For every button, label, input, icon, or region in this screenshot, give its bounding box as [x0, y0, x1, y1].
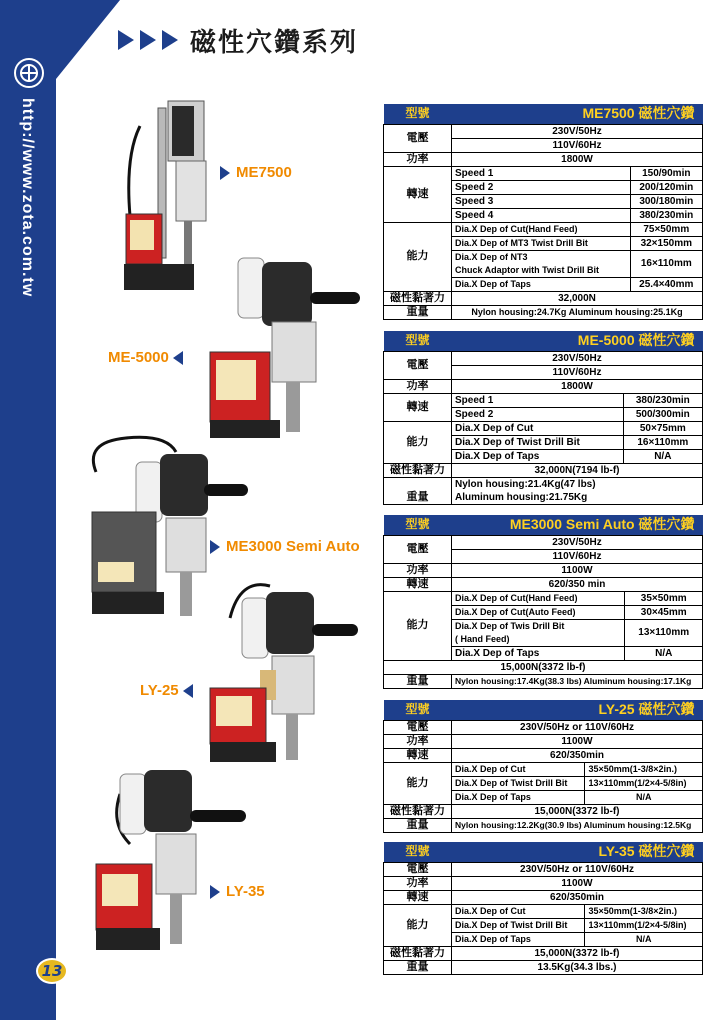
table-header — [384, 700, 703, 720]
capacity-value: 35×50mm — [625, 591, 703, 605]
capacity-name: Dia.X Dep of Twist Drill Bit — [452, 776, 585, 790]
capacity-name: Dia.X Dep of Taps — [452, 277, 631, 291]
magnet-label: 磁性黏著力 — [384, 291, 452, 305]
capacity-value: 16×110mm — [623, 435, 702, 449]
voltage-value: 230V/50Hz or 110V/60Hz — [452, 862, 703, 876]
table-header — [384, 331, 703, 351]
capacity-name: Dia.X Dep of Twist Drill Bit — [452, 918, 585, 932]
magnet-label: 磁性黏著力 — [384, 463, 452, 477]
capacity-value: N/A — [585, 790, 703, 804]
spec-table-me5000 — [383, 331, 703, 505]
magnet-value: 15,000N(3372 lb-f) — [452, 804, 703, 818]
arrow-left-icon — [183, 684, 193, 698]
speed-value: 380/230min — [623, 393, 702, 407]
weight-label: 重量 — [384, 960, 452, 974]
spec-table-me3000 — [383, 515, 703, 689]
arrow-right-icon — [210, 540, 220, 554]
arrow-right-icon — [210, 885, 220, 899]
spec-table-ly25 — [383, 700, 703, 833]
speed-value: 620/350min — [452, 748, 703, 762]
capacity-value: N/A — [625, 646, 703, 660]
capacity-label: 能力 — [384, 421, 452, 463]
arrow-left-icon — [173, 351, 183, 365]
speed-label: 轉速 — [384, 890, 452, 904]
speed-name: Speed 3 — [452, 194, 631, 208]
voltage-label: 電壓 — [384, 351, 452, 379]
power-value: 1100W — [452, 876, 703, 890]
triangle-icon — [118, 30, 134, 50]
weight-label: 重量 — [384, 305, 452, 319]
model-title: ME-5000 磁性穴鑽 — [452, 331, 703, 351]
capacity-name: Dia.X Dep of Cut(Hand Feed) — [452, 591, 625, 605]
capacity-value: 25.4×40mm — [630, 277, 702, 291]
me5000-drill-image — [198, 252, 368, 442]
website-url[interactable]: http://www.zota.com.tw — [19, 98, 36, 298]
ly35-drill-image — [90, 764, 260, 954]
speed-value: 200/120min — [630, 180, 702, 194]
capacity-value: 35×50mm(1-3/8×2in.) — [585, 762, 703, 776]
model-title: LY-25 磁性穴鑽 — [452, 700, 703, 720]
capacity-name: Dia.X Dep of Taps — [452, 932, 585, 946]
capacity-value: 13×110mm — [625, 619, 703, 646]
capacity-value: 50×75mm — [623, 421, 702, 435]
capacity-name: Dia.X Dep of Taps — [452, 790, 585, 804]
capacity-label: 能力 — [384, 222, 452, 291]
product-label-me5000: ME-5000 — [108, 349, 183, 366]
capacity-value: N/A — [585, 932, 703, 946]
capacity-label: 能力 — [384, 904, 452, 946]
power-label: 功率 — [384, 563, 452, 577]
weight-value: Nylon housing:17.4Kg(38.3 lbs) Aluminum housing:17.1Kg — [452, 674, 703, 688]
capacity-value: 30×45mm — [625, 605, 703, 619]
model-label: 型號 — [384, 515, 452, 535]
model-label: 型號 — [384, 700, 452, 720]
capacity-name: Dia.X Dep of Cut(Hand Feed) — [452, 222, 631, 236]
speed-name: Speed 4 — [452, 208, 631, 222]
speed-value: 300/180min — [630, 194, 702, 208]
capacity-name: Dia.X Dep of Cut — [452, 421, 624, 435]
weight-value: 13.5Kg(34.3 lbs.) — [452, 960, 703, 974]
model-label: 型號 — [384, 104, 452, 124]
page-header — [118, 20, 358, 60]
weight-label: 重量 — [384, 477, 452, 504]
model-title: ME7500 磁性穴鑽 — [452, 104, 703, 124]
power-value: 1100W — [452, 734, 703, 748]
magnet-label: 磁性黏著力 — [384, 946, 452, 960]
capacity-name: Dia.X Dep of Cut — [452, 904, 585, 918]
arrow-right-icon — [220, 166, 230, 180]
speed-name: Speed 1 — [452, 393, 624, 407]
speed-value: 500/300min — [623, 407, 702, 421]
magnet-value: 32,000N — [452, 291, 703, 305]
voltage-label: 電壓 — [384, 862, 452, 876]
product-label-ly25: LY-25 — [140, 682, 193, 699]
voltage-value: 230V/50Hz — [452, 351, 703, 365]
table-header — [384, 104, 703, 124]
model-title: ME3000 Semi Auto 磁性穴鑽 — [452, 515, 703, 535]
table-header — [384, 842, 703, 862]
capacity-name: Dia.X Dep of MT3 Twist Drill Bit — [452, 236, 631, 250]
speed-label: 轉速 — [384, 166, 452, 222]
voltage-value: 110V/60Hz — [452, 138, 703, 152]
capacity-name: Dia.X Dep of Cut — [452, 762, 585, 776]
model-label: 型號 — [384, 331, 452, 351]
power-label: 功率 — [384, 379, 452, 393]
capacity-value: 16×110mm — [630, 250, 702, 277]
triangle-icon — [140, 30, 156, 50]
magnet-value: 15,000N(3372 lb-f) — [384, 660, 703, 674]
speed-label: 轉速 — [384, 577, 452, 591]
product-label-me3000: ME3000 Semi Auto — [210, 538, 360, 555]
voltage-value: 230V/50Hz or 110V/60Hz — [452, 720, 703, 734]
capacity-name: Dia.X Dep of Cut(Auto Feed) — [452, 605, 625, 619]
voltage-value: 230V/50Hz — [452, 535, 703, 549]
speed-value: 620/350 min — [452, 577, 703, 591]
speed-value: 380/230min — [630, 208, 702, 222]
power-value: 1800W — [452, 152, 703, 166]
speed-label: 轉速 — [384, 393, 452, 421]
voltage-label: 電壓 — [384, 535, 452, 563]
capacity-value: 35×50mm(1-3/8×2in.) — [585, 904, 703, 918]
spec-table-ly35 — [383, 842, 703, 975]
ly25-drill-image — [200, 578, 370, 768]
model-title: LY-35 磁性穴鑽 — [452, 842, 703, 862]
magnet-value: 32,000N(7194 lb-f) — [452, 463, 703, 477]
capacity-value: 75×50mm — [630, 222, 702, 236]
weight-label: 重量 — [384, 818, 452, 832]
weight-value: Nylon housing:21.4Kg(47 lbs) Aluminum housing:21.75Kg — [452, 477, 703, 504]
capacity-name: Dia.X Dep of Twis Drill Bit ( Hand Feed) — [452, 619, 625, 646]
capacity-label: 能力 — [384, 591, 452, 660]
weight-value: Nylon housing:12.2Kg(30.9 lbs) Aluminum housing:12.5Kg — [452, 818, 703, 832]
weight-value: Nylon housing:24.7Kg Aluminum housing:25.1Kg — [452, 305, 703, 319]
product-label-me7500: ME7500 — [220, 164, 292, 181]
power-value: 1800W — [452, 379, 703, 393]
company-logo-icon — [14, 58, 44, 88]
voltage-value: 230V/50Hz — [452, 124, 703, 138]
capacity-label: 能力 — [384, 762, 452, 804]
capacity-name: Dia.X Dep of NT3 Chuck Adaptor with Twist Drill Bit — [452, 250, 631, 277]
table-header — [384, 515, 703, 535]
power-label: 功率 — [384, 152, 452, 166]
capacity-value: 32×150mm — [630, 236, 702, 250]
voltage-value: 110V/60Hz — [452, 549, 703, 563]
magnet-value: 15,000N(3372 lb-f) — [452, 946, 703, 960]
speed-name: Speed 1 — [452, 166, 631, 180]
capacity-value: 13×110mm(1/2×4-5/8in) — [585, 918, 703, 932]
capacity-name: Dia.X Dep of Taps — [452, 646, 625, 660]
page-number: 13 — [36, 958, 68, 984]
capacity-name: Dia.X Dep of Taps — [452, 449, 624, 463]
spec-table-me7500 — [383, 104, 703, 320]
model-label: 型號 — [384, 842, 452, 862]
capacity-value: N/A — [623, 449, 702, 463]
weight-label: 重量 — [384, 674, 452, 688]
power-value: 1100W — [452, 563, 703, 577]
speed-name: Speed 2 — [452, 407, 624, 421]
product-label-ly35: LY-35 — [210, 883, 265, 900]
triangle-icon — [162, 30, 178, 50]
voltage-value: 110V/60Hz — [452, 365, 703, 379]
speed-value: 620/350min — [452, 890, 703, 904]
voltage-label: 電壓 — [384, 124, 452, 152]
capacity-name: Dia.X Dep of Twist Drill Bit — [452, 435, 624, 449]
page-title: 磁性穴鑽系列 — [190, 27, 359, 58]
magnet-label: 磁性黏著力 — [384, 804, 452, 818]
capacity-value: 13×110mm(1/2×4-5/8in) — [585, 776, 703, 790]
power-label: 功率 — [384, 876, 452, 890]
speed-value: 150/90min — [630, 166, 702, 180]
speed-label: 轉速 — [384, 748, 452, 762]
speed-name: Speed 2 — [452, 180, 631, 194]
power-label: 功率 — [384, 734, 452, 748]
voltage-label: 電壓 — [384, 720, 452, 734]
